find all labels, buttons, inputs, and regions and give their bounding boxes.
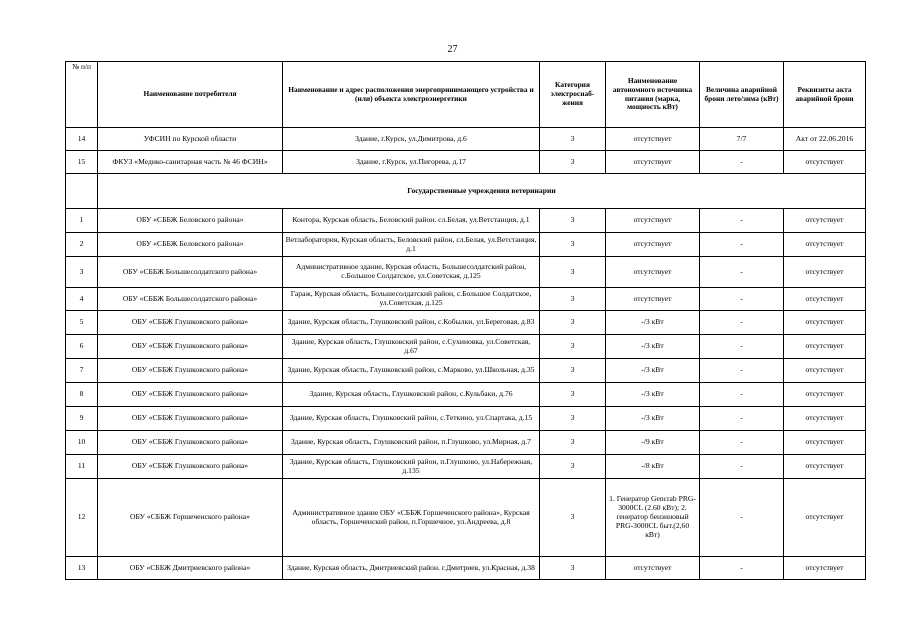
consumer-name: ОБУ «СББЖ Беловского района» (98, 209, 283, 233)
section-row (66, 174, 866, 209)
supply-category: 3 (540, 431, 606, 455)
row-number: 13 (66, 557, 98, 580)
header-address: Наименование и адрес расположения энергопринимающего устройства и (или) объекта электроэнергетики (283, 62, 540, 128)
emergency-reserve: - (700, 209, 784, 233)
supply-category: 3 (540, 407, 606, 431)
act-details: отсутствует (784, 359, 866, 383)
power-source: -/3 кВт (606, 311, 700, 335)
emergency-reserve: - (700, 335, 784, 359)
power-source: -/3 кВт (606, 359, 700, 383)
emergency-reserve: - (700, 288, 784, 311)
table-row (66, 128, 866, 151)
row-number: 4 (66, 288, 98, 311)
supply-category: 3 (540, 209, 606, 233)
table-row (66, 407, 866, 431)
row-number: 7 (66, 359, 98, 383)
table-row (66, 257, 866, 288)
supply-category: 3 (540, 383, 606, 407)
row-number: 8 (66, 383, 98, 407)
table-row (66, 431, 866, 455)
power-source: отсутствует (606, 257, 700, 288)
table-row (66, 151, 866, 174)
act-details: отсутствует (784, 209, 866, 233)
act-details: отсутствует (784, 311, 866, 335)
consumer-name: ОБУ «СББЖ Глушковского района» (98, 335, 283, 359)
row-number: 5 (66, 311, 98, 335)
act-details: отсутствует (784, 431, 866, 455)
act-details: отсутствует (784, 455, 866, 479)
power-source: отсутствует (606, 233, 700, 257)
emergency-reserve: - (700, 359, 784, 383)
consumer-name: ОБУ «СББЖ Беловского района» (98, 233, 283, 257)
emergency-reserve: - (700, 407, 784, 431)
consumer-name: ОБУ «СББЖ Глушковского района» (98, 431, 283, 455)
header-category: Категория электроснаб-жения (540, 62, 606, 128)
power-source: отсутствует (606, 288, 700, 311)
emergency-reserve: - (700, 479, 784, 557)
act-details: отсутствует (784, 335, 866, 359)
row-number: 14 (66, 128, 98, 151)
act-details: отсутствует (784, 151, 866, 174)
supply-category: 3 (540, 335, 606, 359)
section-empty-cell (66, 174, 98, 209)
object-address: Здание, Курская область, Глушковский район, п.Глушково, ул.Набережная, д.135 (283, 455, 540, 479)
supply-category: 3 (540, 479, 606, 557)
header-reserve: Величина аварийной брони лето/зима (кВт) (700, 62, 784, 128)
power-source: отсутствует (606, 128, 700, 151)
supply-category: 3 (540, 557, 606, 580)
supply-category: 3 (540, 257, 606, 288)
power-source: -/3 кВт (606, 335, 700, 359)
consumer-name: ОБУ «СББЖ Большесолдатского района» (98, 288, 283, 311)
power-source: отсутствует (606, 557, 700, 580)
object-address: Ветлаборатория, Курская область, Беловский район, сл.Белая, ул.Ветстанция, д.1 (283, 233, 540, 257)
act-details: отсутствует (784, 557, 866, 580)
table-row (66, 557, 866, 580)
power-source: -/8 кВт (606, 455, 700, 479)
emergency-reserve: - (700, 233, 784, 257)
section-title: Государственные учреждения ветеринарии (98, 174, 866, 209)
table-row (66, 335, 866, 359)
table-row (66, 209, 866, 233)
object-address: Здание, Курская область, Глушковский район, с.Теткино, ул.Спартака, д.15 (283, 407, 540, 431)
object-address: Здание, Курская область, Глушковский район, с.Кобылки, ул.Береговая, д.83 (283, 311, 540, 335)
emergency-reserve: 7/7 (700, 128, 784, 151)
object-address: Административное здание ОБУ «СББЖ Горшеченского района», Курская область, Горшеченский район, п.Горшечное, ул.Андреева, д.8 (283, 479, 540, 557)
consumer-name: ОБУ «СББЖ Горшеченского района» (98, 479, 283, 557)
object-address: Гараж, Курская область, Большесолдатский район, с.Большое Солдатское, ул.Советская, д.125 (283, 288, 540, 311)
object-address: Здание, г.Курск, ул.Пигорева, д.17 (283, 151, 540, 174)
power-source: отсутствует (606, 151, 700, 174)
header-act: Реквизиты акта аварийной брони (784, 62, 866, 128)
act-details: отсутствует (784, 407, 866, 431)
row-number: 10 (66, 431, 98, 455)
row-number: 2 (66, 233, 98, 257)
power-source: -/3 кВт (606, 383, 700, 407)
table-row (66, 311, 866, 335)
supply-category: 3 (540, 311, 606, 335)
consumer-name: ОБУ «СББЖ Большесолдатского района» (98, 257, 283, 288)
object-address: Административное здание, Курская область, Большесолдатский район, с.Большое Солдатское, ул.Советская, д.125 (283, 257, 540, 288)
row-number: 15 (66, 151, 98, 174)
power-source: отсутствует (606, 209, 700, 233)
emergency-reserve: - (700, 557, 784, 580)
power-source: 1. Генератор Gencrab PRG-3000CL (2.60 кВт); 2. генератор бензиновый PRG-3000CL быт.(2,60 кВт) (606, 479, 700, 557)
header-source: Наименование автономного источника питания (марка, мощность кВт) (606, 62, 700, 128)
supply-category: 3 (540, 151, 606, 174)
act-details: отсутствует (784, 288, 866, 311)
emergency-reserve: - (700, 383, 784, 407)
table-row (66, 383, 866, 407)
object-address: Здание, Курская область, Глушковский район, с.Марково, ул.Школьная, д.35 (283, 359, 540, 383)
power-source: -/9 кВт (606, 431, 700, 455)
supply-category: 3 (540, 288, 606, 311)
energy-consumers-table (65, 61, 866, 580)
table-row (66, 455, 866, 479)
page-number: 27 (447, 44, 458, 55)
row-number: 9 (66, 407, 98, 431)
consumer-name: ОБУ «СББЖ Дмитриевского района» (98, 557, 283, 580)
supply-category: 3 (540, 233, 606, 257)
consumer-name: ОБУ «СББЖ Глушковского района» (98, 455, 283, 479)
act-details: Акт от 22.06.2016 (784, 128, 866, 151)
act-details: отсутствует (784, 383, 866, 407)
header-consumer: Наименование потребителя (98, 62, 283, 128)
table-row (66, 233, 866, 257)
consumer-name: ОБУ «СББЖ Глушковского района» (98, 359, 283, 383)
emergency-reserve: - (700, 257, 784, 288)
row-number: 6 (66, 335, 98, 359)
header-row (66, 62, 866, 128)
consumer-name: ФКУЗ «Медико-санитарная часть № 46 ФСИН» (98, 151, 283, 174)
header-number: № п/п (66, 62, 98, 128)
act-details: отсутствует (784, 233, 866, 257)
emergency-reserve: - (700, 455, 784, 479)
consumer-name: ОБУ «СББЖ Глушковского района» (98, 407, 283, 431)
object-address: Контора, Курская область, Беловский район. сл.Белая, ул.Ветстанция, д.1 (283, 209, 540, 233)
supply-category: 3 (540, 128, 606, 151)
emergency-reserve: - (700, 431, 784, 455)
supply-category: 3 (540, 455, 606, 479)
object-address: Здание, Курская область, Глушковский район, п.Глушково, ул.Мирная, д.7 (283, 431, 540, 455)
consumer-name: ОБУ «СББЖ Глушковского района» (98, 311, 283, 335)
row-number: 3 (66, 257, 98, 288)
power-source: -/3 кВт (606, 407, 700, 431)
object-address: Здание, Курская область, Глушковский район, с.Кульбаки, д.76 (283, 383, 540, 407)
object-address: Здание, Курская область, Дмитриевский район. г.Дмитриев, ул.Красная, д.38 (283, 557, 540, 580)
emergency-reserve: - (700, 311, 784, 335)
act-details: отсутствует (784, 479, 866, 557)
consumer-name: УФСИН по Курской области (98, 128, 283, 151)
supply-category: 3 (540, 359, 606, 383)
object-address: Здание, г.Курск, ул.Димитрова, д.6 (283, 128, 540, 151)
row-number: 12 (66, 479, 98, 557)
emergency-reserve: - (700, 151, 784, 174)
table-row (66, 479, 866, 557)
row-number: 11 (66, 455, 98, 479)
consumer-name: ОБУ «СББЖ Глушковского района» (98, 383, 283, 407)
object-address: Здание, Курская область, Глушковский район, с.Сухиновка, ул.Советская, д.67 (283, 335, 540, 359)
table-row (66, 359, 866, 383)
act-details: отсутствует (784, 257, 866, 288)
row-number: 1 (66, 209, 98, 233)
table-row (66, 288, 866, 311)
